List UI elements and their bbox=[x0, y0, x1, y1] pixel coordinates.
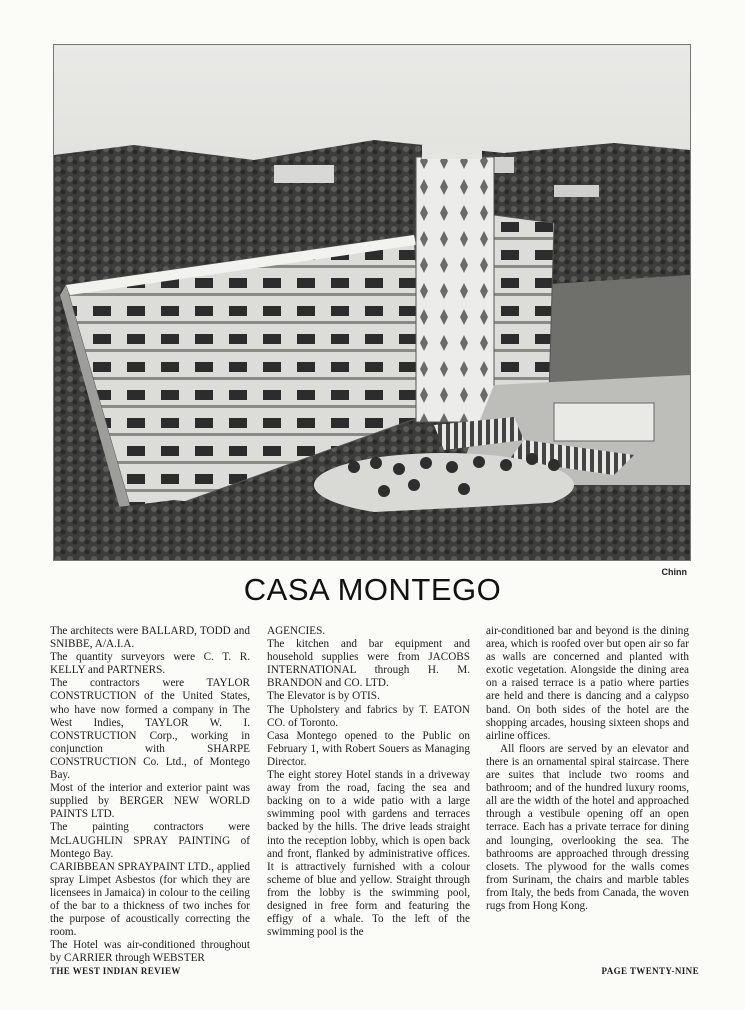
paragraph: The kitchen and bar equipment and household supplies were from JACOBS INTERNATIONAL through H. M. BRANDON and CO. LTD. bbox=[267, 638, 470, 690]
photo-credit: Chinn bbox=[661, 567, 687, 577]
publication-name: THE WEST INDIAN REVIEW bbox=[50, 966, 181, 976]
paragraph: AGENCIES. bbox=[267, 625, 326, 637]
text-column-2 bbox=[267, 625, 470, 939]
text-column-3 bbox=[486, 625, 689, 913]
text-column-1 bbox=[50, 625, 250, 965]
paragraph: CARIBBEAN SPRAYPAINT LTD., applied spray Limpet Asbestos (for which they are licensees in Jamaica) in colour to the ceiling of the bar to a thickness of two inches for the purpose of acoustically correcting the room. bbox=[50, 860, 250, 939]
article-title: CASA MONTEGO bbox=[243, 572, 502, 607]
paragraph: All floors are served by an elevator and there is an ornamental spiral staircase. There are suites that include two rooms and bathroom; and of the hundred luxury rooms, all are the width of the hotel and approached through a vestibule opening off an open terrace. Each has a private terrace for dining and lounging, overlooking the sea. The bathrooms are approached through dressing closets. The plywood for the walls comes from Surinam, the chairs and marble tables from Italy, the beds from Canada, the woven rugs from Hong Kong. bbox=[486, 742, 689, 912]
paragraph: The architects were BALLARD, TODD and SNIBBE, A/A.I.A. bbox=[50, 625, 250, 651]
paragraph: The quantity surveyors were C. T. R. KELLY and PARTNERS. bbox=[50, 651, 250, 677]
paragraph: The painting contractors were McLAUGHLIN SPRAY PAINTING of Montego Bay. bbox=[50, 821, 250, 860]
paragraph: Most of the interior and exterior paint was supplied by BERGER NEW WORLD PAINTS LTD. bbox=[50, 782, 250, 821]
paragraph: The Elevator is by OTIS. bbox=[267, 690, 380, 703]
paragraph: The contractors were TAYLOR CONSTRUCTION of the United States, who have now formed a company in The West Indies, TAYLOR W. I. CONSTRUCTION Corp., working in conjunction with SHARPE CONSTRUCTION Co. Ltd., of Montego Bay. bbox=[50, 677, 250, 782]
paragraph: The eight storey Hotel stands in a driveway away from the road, facing the sea and backing on to a wide patio with a large swimming pool with gardens and terraces backed by the hills. The drive leads straight into the reception lobby, which is open back and front, flanked by administrative offices. It is attractively furnished with a colour scheme of blue and yellow. Straight through from the lobby is the swimming pool, designed in free form and featuring the effigy of a whale. To the left of the swimming pool is the bbox=[267, 769, 470, 939]
paragraph: The Hotel was air-conditioned throughout by CARRIER through WEBSTER bbox=[50, 939, 250, 965]
hotel-photo bbox=[53, 44, 691, 561]
page-number: PAGE TWENTY-NINE bbox=[601, 966, 699, 976]
paragraph: Casa Montego opened to the Public on February 1, with Robert Souers as Managing Director. bbox=[267, 729, 470, 768]
paragraph: The Upholstery and fabrics by T. EATON CO. of Toronto. bbox=[267, 703, 470, 729]
hotel-photo-illustration bbox=[54, 45, 690, 560]
paragraph: air-conditioned bar and beyond is the dining area, which is roofed over but open air so far as walls are concerned and planted with exotic vegetation. Alongside the dining area on a raised terrace is a patio where parties are held and there is dancing and a calypso band. On both sides of the hotel are the shopping arcades, housing sixteen shops and airline offices. bbox=[486, 625, 689, 742]
